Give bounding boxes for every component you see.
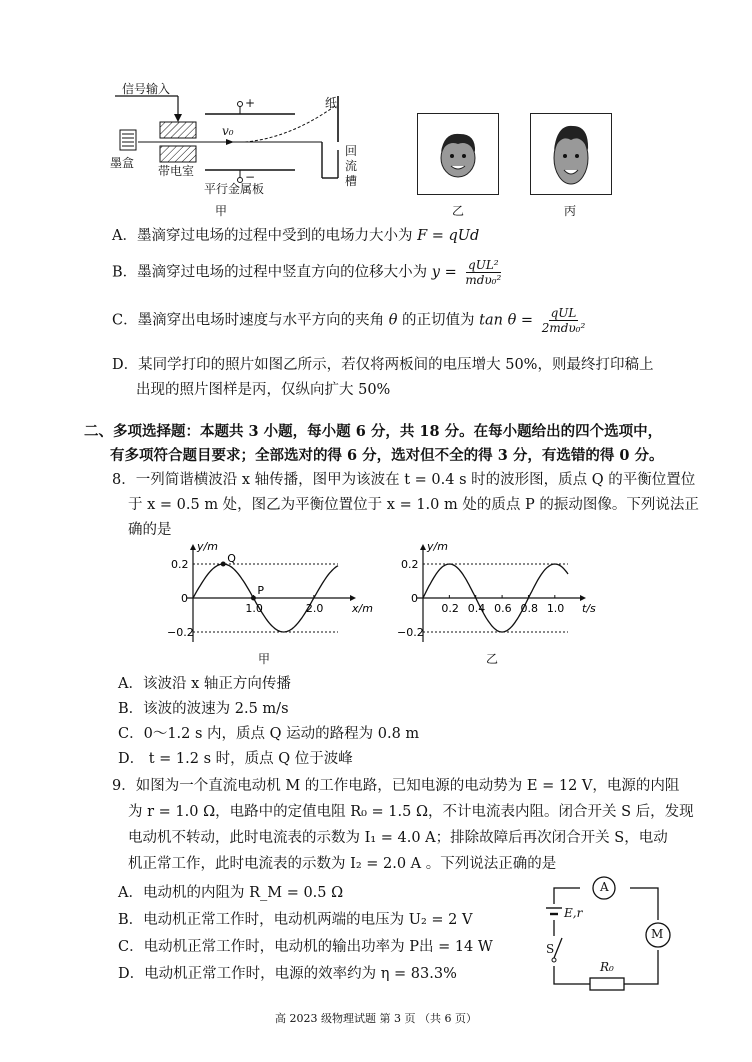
point-p bbox=[251, 596, 256, 601]
y-tick-top: 0.2 bbox=[401, 558, 419, 571]
y-tick-zero: 0 bbox=[181, 592, 188, 605]
q7-option-b: B．墨滴穿过电场的过程中竖直方向的位移大小为 y = $\frac{\text{qUL²}}{\text{mdυ₀²}}$ bbox=[112, 258, 502, 287]
caption-bing: 丙 bbox=[564, 204, 577, 218]
q9-option-d: D．电动机正常工作时，电源的效率约为 η = 83.3% bbox=[118, 966, 457, 982]
return-slot-char-1: 回 bbox=[345, 144, 358, 158]
q9-option-b: B．电动机正常工作时，电动机两端的电压为 U₂ = 2 V bbox=[118, 912, 473, 928]
point-p-label: P bbox=[257, 584, 265, 597]
face-stretched-icon bbox=[531, 114, 611, 194]
photo-yi bbox=[417, 113, 499, 195]
x-tick-label: 1.0 bbox=[546, 602, 565, 615]
q9-option-c: C．电动机正常工作时，电动机的输出功率为 P出 = 14 W bbox=[118, 939, 493, 955]
v0-label: v₀ bbox=[222, 124, 234, 138]
x-tick-label: 0.8 bbox=[520, 602, 538, 615]
q7-option-d-line1: D．某同学打印的照片如图乙所示，若仅将两板间的电压增大 50%，则最终打印稿上 bbox=[112, 357, 654, 373]
y-tick-zero: 0 bbox=[411, 592, 418, 605]
return-slot-char-2: 流 bbox=[345, 159, 358, 173]
section2-line1: 二、多项选择题：本题共 3 小题，每小题 6 分，共 18 分。在每小题给出的四个选项中， bbox=[84, 423, 663, 440]
signal-input-label: 信号输入 bbox=[122, 82, 171, 96]
q9-stem-line1: 9．如图为一个直流电动机 M 的工作电路，已知电源的电动势为 E = 12 V，电源的内阻 bbox=[112, 778, 680, 794]
switch-label: S bbox=[546, 942, 555, 956]
y-axis-arrow bbox=[190, 544, 196, 550]
x-tick-label: 1.0 bbox=[245, 602, 263, 615]
q8-stem-line2: 于 x = 0.5 m 处，图乙为平衡位置位于 x = 1.0 m 处的质点 P 的振动图像。下列说法正 bbox=[128, 497, 699, 513]
resistor-label: R₀ bbox=[600, 960, 614, 974]
point-q-label: Q bbox=[227, 552, 236, 565]
charged-chamber-label: 带电室 bbox=[158, 164, 195, 178]
ink-box-label: 墨盒 bbox=[110, 156, 135, 170]
q9-stem-line3: 电动机不转动，此时电流表的示数为 I₁ = 4.0 A；排除故障后再次闭合开关 S，电动 bbox=[128, 830, 668, 846]
q7-option-a: A．墨滴穿过电场的过程中受到的电场力大小为 F = qUd bbox=[112, 228, 480, 244]
caption-graph-jia: 甲 bbox=[258, 652, 271, 666]
x-axis-arrow bbox=[350, 595, 356, 601]
q7-option-d-line2: 出现的照片图样是丙，仅纵向扩大 50% bbox=[136, 382, 391, 398]
motor-label: M bbox=[651, 927, 664, 941]
q8-option-a: A．该波沿 x 轴正方向传播 bbox=[118, 676, 291, 692]
section2-line2: 有多项符合题目要求；全部选对的得 6 分，选对但不全的得 3 分，有选错的得 0 分。 bbox=[110, 447, 664, 464]
caption-graph-yi: 乙 bbox=[486, 652, 499, 666]
x-tick-label: 0.4 bbox=[467, 602, 486, 615]
q8-option-b: B．该波的波速为 2.5 m/s bbox=[118, 701, 289, 717]
point-q bbox=[221, 562, 226, 567]
y-tick-bottom: −0.2 bbox=[167, 626, 194, 639]
caption-jia: 甲 bbox=[215, 204, 228, 218]
vibration-graph-yi bbox=[395, 540, 595, 650]
q9-stem-line2: 为 r = 1.0 Ω，电路中的定值电阻 R₀ = 1.5 Ω，不计电流表内阻。闭合开关 S 后，发现 bbox=[128, 804, 694, 820]
wave-graph-jia bbox=[165, 540, 373, 650]
caption-yi: 乙 bbox=[452, 204, 465, 218]
y-axis-label: y/m bbox=[197, 540, 218, 553]
plates-label: 平行金属板 bbox=[204, 182, 265, 196]
source-label: E,r bbox=[564, 906, 583, 920]
x-tick-label: 2.0 bbox=[305, 602, 324, 615]
q8-option-d: D． t = 1.2 s 时，质点 Q 位于波峰 bbox=[118, 751, 353, 767]
q7-option-c: C．墨滴穿出电场时速度与水平方向的夹角 θ 的正切值为 tan θ = $\frac{\text{qUL}}{\text{2mdυ₀²}}$ bbox=[112, 306, 586, 335]
photo-bing bbox=[530, 113, 612, 195]
y-tick-bottom: −0.2 bbox=[397, 626, 424, 639]
paper-label: 纸 bbox=[325, 96, 338, 110]
face-icon bbox=[418, 114, 498, 194]
q9-stem-line4: 机正常工作，此时电流表的示数为 I₂ = 2.0 A 。下列说法正确的是 bbox=[128, 856, 557, 872]
y-axis-label: y/m bbox=[427, 540, 448, 553]
page-footer: 高 2023 级物理试题 第 3 页 （共 6 页） bbox=[275, 1012, 477, 1025]
x-tick-label: 0.6 bbox=[494, 602, 512, 615]
ammeter-label: A bbox=[600, 880, 609, 894]
x-axis-arrow bbox=[580, 595, 586, 601]
x-tick-label: 0.2 bbox=[441, 602, 459, 615]
y-axis-arrow bbox=[420, 544, 426, 550]
q8-stem-line3: 确的是 bbox=[128, 522, 172, 538]
q9-option-a: A．电动机的内阻为 R_M = 0.5 Ω bbox=[118, 885, 344, 901]
plus-label: + bbox=[245, 96, 256, 110]
return-slot-char-3: 槽 bbox=[345, 174, 358, 188]
q8-option-c: C．0～1.2 s 内，质点 Q 运动的路程为 0.8 m bbox=[118, 726, 420, 742]
y-tick-top: 0.2 bbox=[171, 558, 189, 571]
x-axis-label: t/s bbox=[582, 602, 596, 615]
x-axis-label: x/m bbox=[352, 602, 373, 615]
q8-stem-line1: 8．一列简谐横波沿 x 轴传播，图甲为该波在 t = 0.4 s 时的波形图，质点 Q 的平衡位置位 bbox=[112, 472, 696, 488]
minus-label: − bbox=[245, 170, 256, 184]
